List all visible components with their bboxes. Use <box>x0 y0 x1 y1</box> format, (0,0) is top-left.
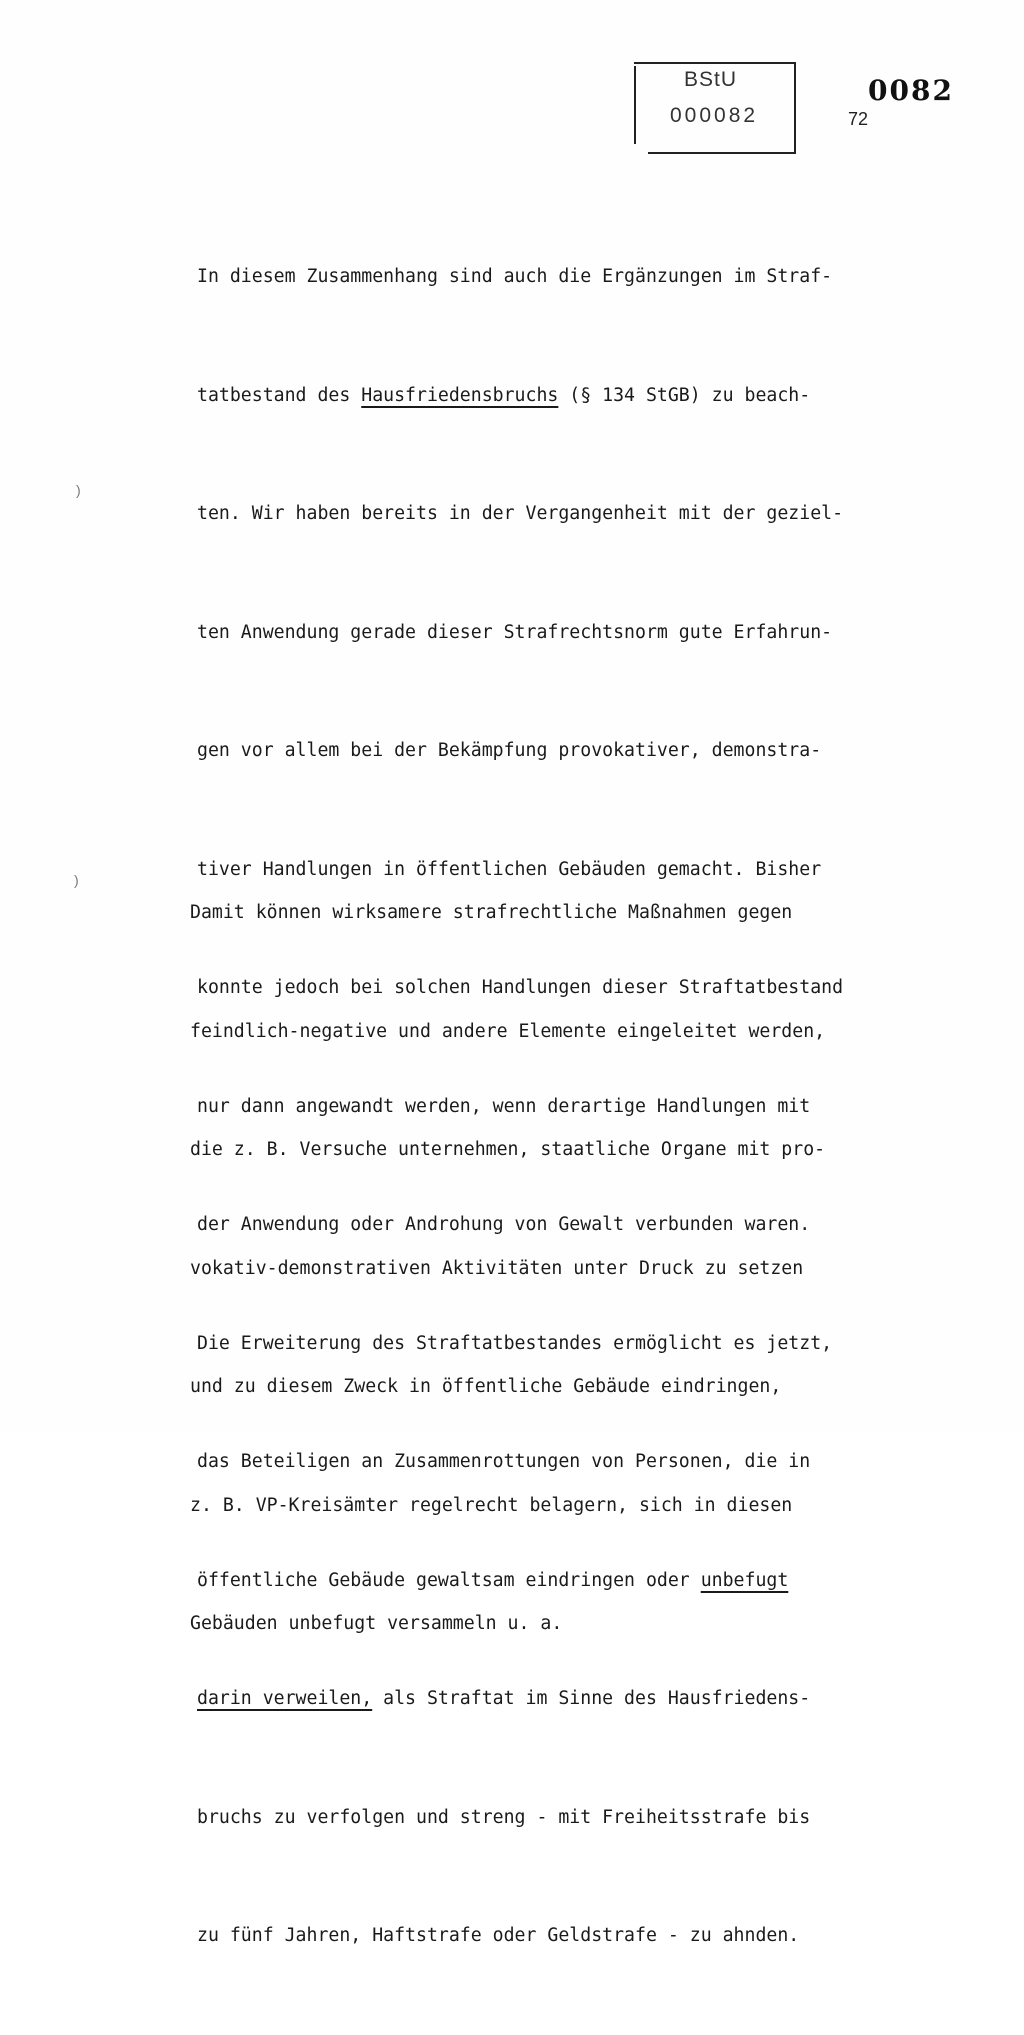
text-line: das Beteiligen an Zusammenrottungen von Personen, die in <box>197 1451 811 1472</box>
stamp-agency: BStU <box>684 68 738 91</box>
stamp-border-left <box>634 66 636 144</box>
archive-page-number: 0082 <box>868 74 954 107</box>
text-line: nur dann angewandt werden, wenn derartige Handlungen mit <box>197 1095 811 1117</box>
stamp-border-right <box>794 62 796 154</box>
text-line: die z. B. Versuche unternehmen, staatliche Organe mit pro- <box>190 1139 826 1160</box>
text-line: tiver Handlungen in öffentlichen Gebäuden gemacht. Bisher <box>197 858 822 880</box>
text-line: feindlich-negative und andere Elemente eingeleitet werden, <box>190 1020 826 1042</box>
text-line: gen vor allem bei der Bekämpfung provokativer, demonstra- <box>197 740 822 761</box>
text-line: ten Anwendung gerade dieser Strafrechtsnorm gute Erfahrun- <box>197 621 833 643</box>
text-line: bruchs zu verfolgen und streng - mit Freiheitsstrafe bis <box>197 1806 811 1828</box>
text-line: Damit können wirksamere strafrechtliche Maßnahmen gegen <box>190 902 793 923</box>
text-line: konnte jedoch bei solchen Handlungen dieser Straftatbestand <box>197 977 844 998</box>
margin-mark: ) <box>74 872 79 888</box>
text-segment: als Straftat im Sinne des Hausfriedens- <box>372 1688 811 1709</box>
text-line <box>197 376 843 416</box>
text-line: Gebäuden unbefugt versammeln u. a. <box>190 1613 563 1634</box>
stamp-border-bottom <box>648 152 796 154</box>
stamp-border-top <box>634 62 794 64</box>
margin-mark: ) <box>76 482 81 498</box>
text-line: In diesem Zusammenhang sind auch die Ergänzungen im Straf- <box>197 266 833 287</box>
archive-stamp <box>634 62 800 154</box>
text-segment: tatbestand des <box>197 384 362 406</box>
text-line: Die Erweiterung des Straftatbestandes ermöglicht es jetzt, <box>197 1332 833 1354</box>
text-line: und zu diesem Zweck in öffentliche Gebäude eindringen, <box>190 1376 782 1397</box>
text-line: z. B. VP-Kreisämter regelrecht belagern, sich in diesen <box>190 1494 793 1516</box>
underlined-term: Hausfriedensbruchs <box>361 384 559 406</box>
text-segment: öffentliche Gebäude gewaltsam eindringen oder <box>197 1569 701 1591</box>
stamp-number: 000082 <box>670 104 759 127</box>
text-segment: (§ 134 StGB) zu beach- <box>558 384 811 406</box>
underlined-term: darin verweilen, <box>197 1688 373 1709</box>
text-line: zu fünf Jahren, Haftstrafe oder Geldstrafe - zu ahnden. <box>197 1925 800 1946</box>
underlined-term: unbefugt <box>700 1569 789 1591</box>
text-line: der Anwendung oder Androhung von Gewalt verbunden waren. <box>197 1214 811 1235</box>
text-line: vokativ-demonstrativen Aktivitäten unter Druck zu setzen <box>190 1257 804 1279</box>
text-line: ten. Wir haben bereits in der Vergangenheit mit der geziel- <box>197 503 844 524</box>
page-number: 72 <box>848 109 869 129</box>
paragraph-2 <box>190 814 825 1723</box>
